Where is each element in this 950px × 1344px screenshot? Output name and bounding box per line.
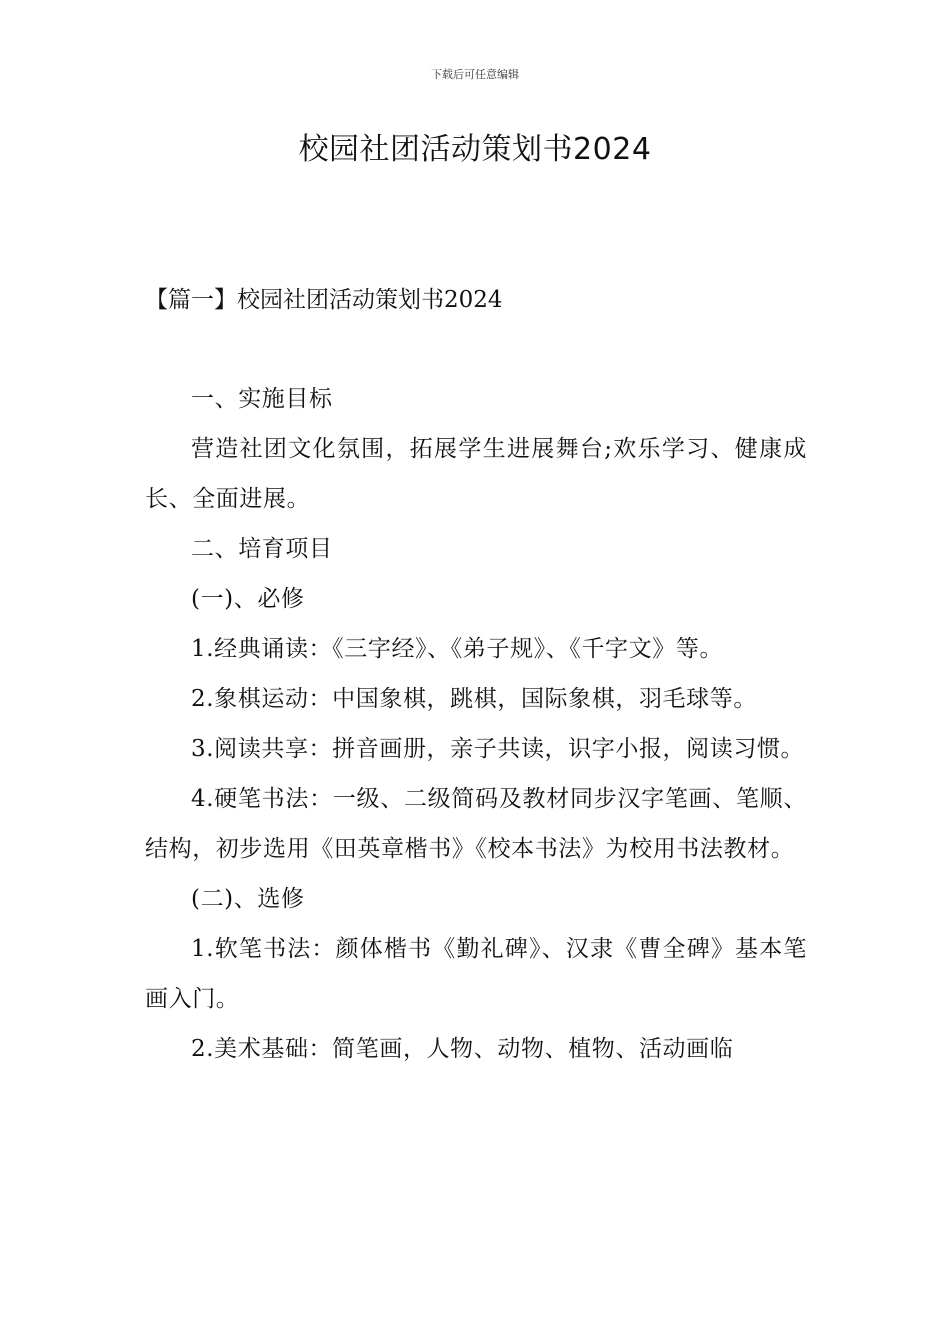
paragraph-required-item-2: 2.象棋运动：中国象棋，跳棋，国际象棋，羽毛球等。 xyxy=(191,686,757,712)
header-note: 下载后可任意编辑 xyxy=(431,68,519,81)
paragraph-elective-item-1: 1.软笔书法：颜体楷书《勤礼碑》、汉隶《曹全碑》基本笔画入门。 xyxy=(145,936,807,1012)
section-heading: 【篇一】校园社团活动策划书2024 xyxy=(145,287,503,313)
paragraph-goal-text: 营造社团文化氛围，拓展学生进展舞台;欢乐学习、健康成长、全面进展。 xyxy=(145,436,807,512)
paragraph-required-item-4: 4.硬笔书法：一级、二级简码及教材同步汉字笔画、笔顺、结构，初步选用《田英章楷书》《校本书法》为校用书法教材。 xyxy=(145,786,807,862)
paragraph-required-item-3: 3.阅读共享：拼音画册，亲子共读，识字小报，阅读习惯。 xyxy=(191,736,805,762)
paragraph-goal-heading: 一、实施目标 xyxy=(191,386,333,412)
paragraph-projects-heading: 二、培育项目 xyxy=(191,536,333,562)
paragraph-elective-item-2: 2.美术基础：简笔画，人物、动物、植物、活动画临 xyxy=(191,1036,734,1062)
paragraph-required-item-1: 1.经典诵读：《三字经》、《弟子规》、《千字文》等。 xyxy=(191,636,724,662)
document-body xyxy=(145,374,807,1074)
paragraph-required-heading: (一)、必修 xyxy=(191,586,305,612)
document-title: 校园社团活动策划书2024 xyxy=(298,132,652,167)
paragraph-elective-heading: (二)、选修 xyxy=(191,886,305,912)
